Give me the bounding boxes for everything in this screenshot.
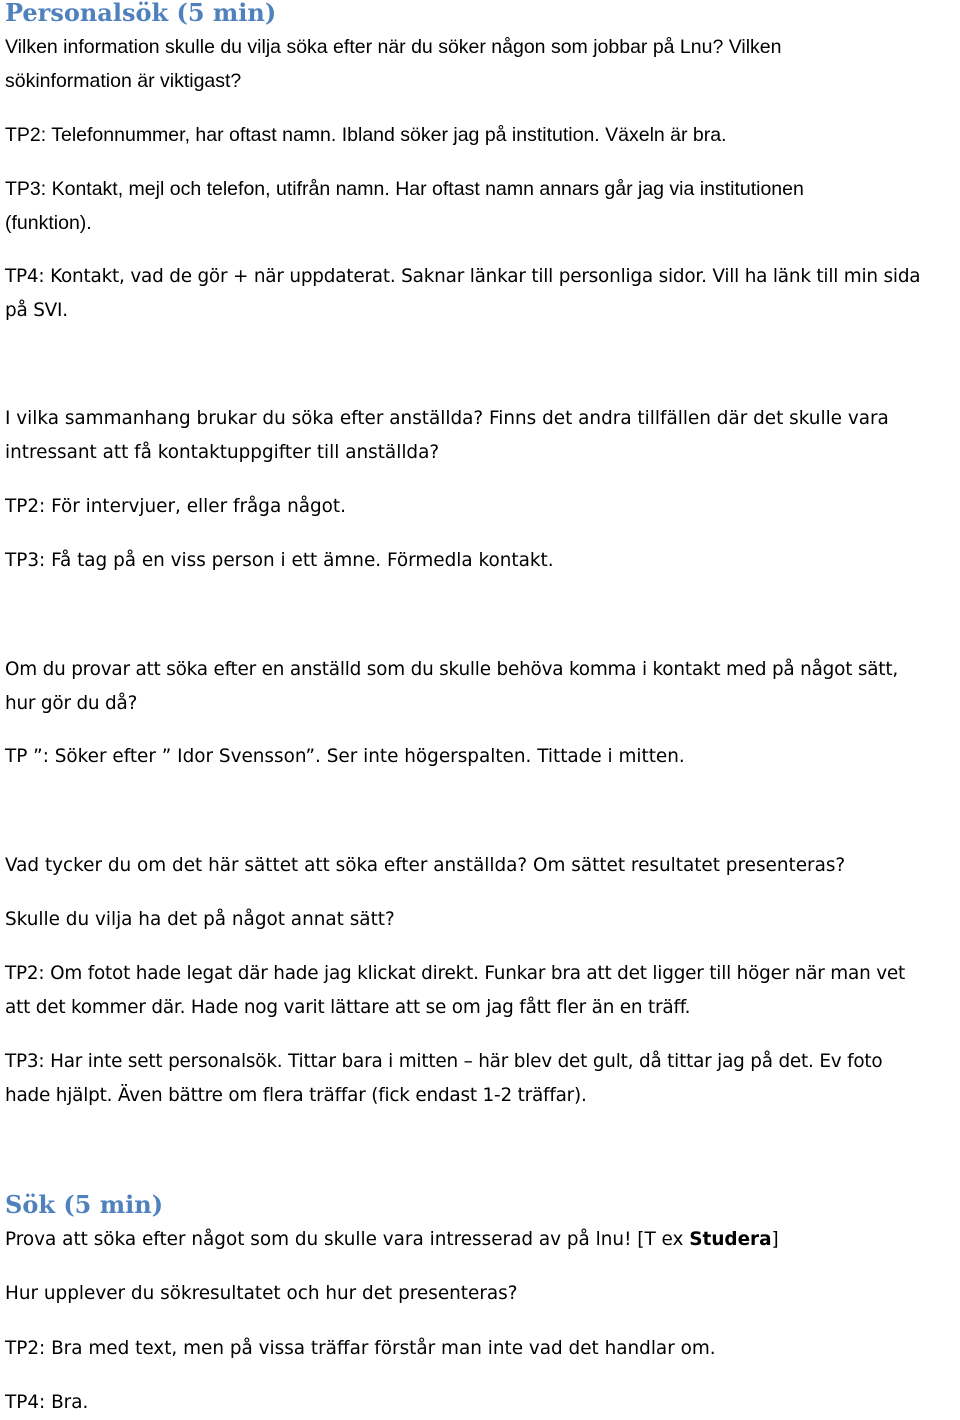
section-heading-personalsok: Personalsök (5 min): [5, 0, 277, 27]
text-line: TP3: Kontakt, mejl och telefon, utifrån namn. Har oftast namn annars går jag via institutionen: [5, 178, 804, 200]
text-line: (funktion).: [5, 212, 92, 234]
answer-paragraph-tp3: TP3: Få tag på en viss person i ett ämne. Förmedla kontakt.: [5, 550, 554, 571]
answer-paragraph-tp4: [5, 260, 960, 328]
question-paragraph: [5, 653, 960, 721]
answer-paragraph-tp3: [5, 172, 960, 240]
text-line: hur gör du då?: [5, 693, 138, 714]
question-paragraph: Skulle du vilja ha det på något annat sätt?: [5, 909, 395, 930]
question-paragraph: Hur upplever du sökresultatet och hur det presenteras?: [5, 1283, 518, 1304]
text-line: på SVI.: [5, 300, 68, 321]
text-line: Vad tycker du om det här sättet att söka efter anställda? Om sättet resultatet presenteras?: [5, 855, 846, 876]
answer-paragraph-tp2: TP2: Telefonnummer, har oftast namn. Ibland söker jag på institution. Växeln är bra.: [5, 124, 727, 146]
text-line: intressant att få kontaktuppgifter till anställda?: [5, 442, 440, 463]
text-line: Om du provar att söka efter en anställd som du skulle behöva komma i kontakt med på något sätt,: [5, 659, 898, 680]
text-segment: ]: [771, 1229, 779, 1250]
bold-keyword: Studera: [689, 1229, 772, 1250]
question-paragraph: [5, 849, 960, 883]
section-heading-sok: Sök (5 min): [5, 1190, 164, 1219]
text-line: I vilka sammanhang brukar du söka efter anställda? Finns det andra tillfällen där det skulle vara: [5, 408, 889, 429]
answer-paragraph-tp2: TP2: För intervjuer, eller fråga något.: [5, 496, 346, 517]
text-segment: Prova att söka efter något som du skulle vara intresserad av på lnu! [T ex: [5, 1229, 690, 1250]
text-line: TP4: Kontakt, vad de gör + när uppdaterat. Saknar länkar till personliga sidor. Vill ha länk till min sida: [5, 266, 921, 287]
text-line: TP2: Om fotot hade legat där hade jag klickat direkt. Funkar bra att det ligger till höger när man vet: [5, 963, 906, 984]
text-line: TP3: Har inte sett personalsök. Tittar bara i mitten – här blev det gult, då tittar jag på det. Ev foto: [5, 1051, 883, 1072]
answer-paragraph-tp: TP ”: Söker efter ” Idor Svensson”. Ser inte högerspalten. Tittade i mitten.: [5, 746, 685, 767]
question-paragraph: [5, 1223, 960, 1257]
question-paragraph: [5, 402, 960, 470]
answer-paragraph-tp4: TP4: Bra.: [5, 1392, 89, 1413]
text-line: hade hjälpt. Även bättre om flera träffar (fick endast 1-2 träffar).: [5, 1085, 587, 1106]
answer-paragraph-tp3: [5, 1045, 960, 1113]
question-paragraph: [5, 30, 960, 98]
text-line: att det kommer där. Hade nog varit lättare att se om jag fått fler än en träff.: [5, 997, 691, 1018]
text-line: Vilken information skulle du vilja söka efter när du söker någon som jobbar på Lnu? Vilken: [5, 36, 782, 58]
text-line: sökinformation är viktigast?: [5, 70, 242, 92]
answer-paragraph-tp2: [5, 957, 960, 1025]
answer-paragraph-tp2: TP2: Bra med text, men på vissa träffar förstår man inte vad det handlar om.: [5, 1338, 716, 1359]
